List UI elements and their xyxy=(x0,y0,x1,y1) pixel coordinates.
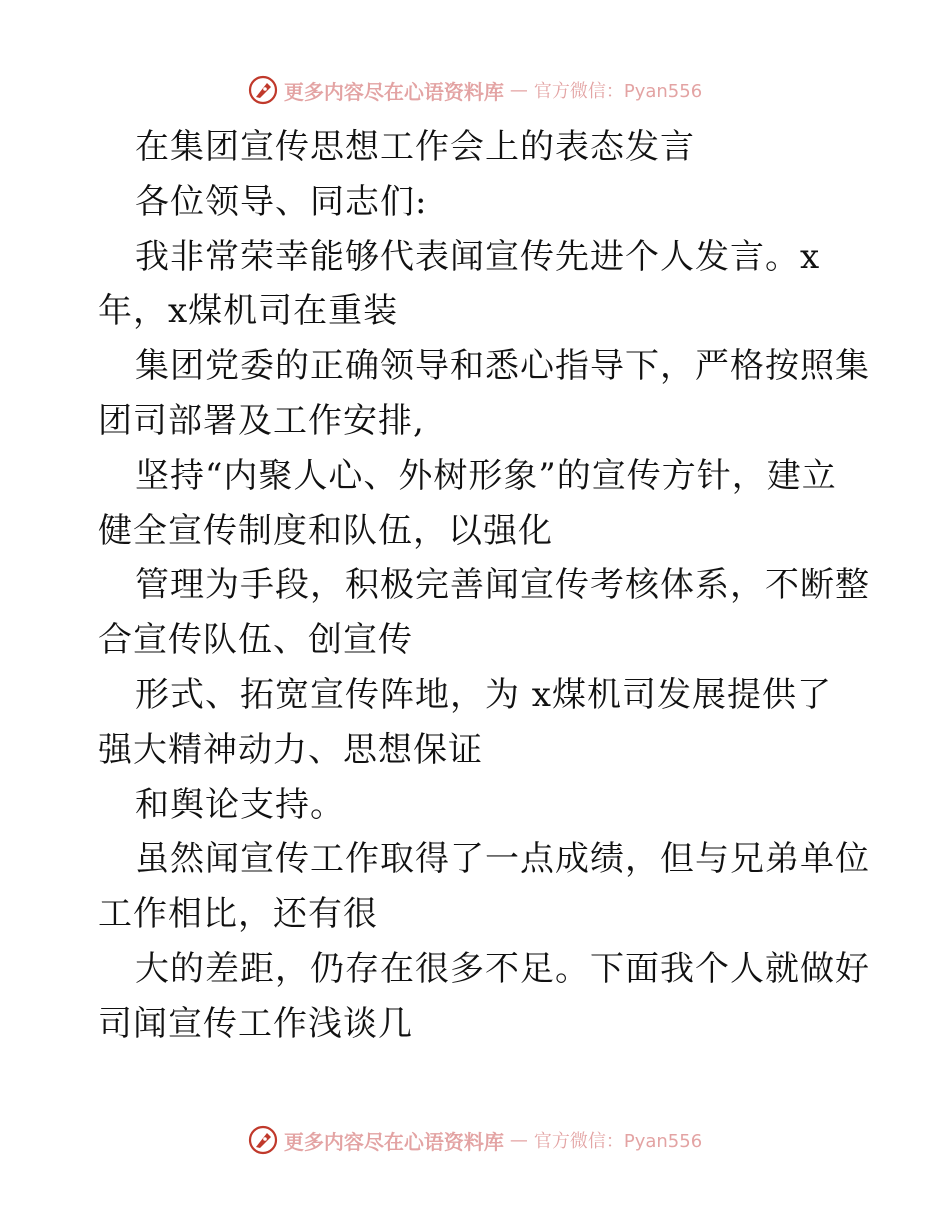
document-line: 和舆论支持。 xyxy=(135,784,345,825)
document-line: 健全宣传制度和队伍，以强化 xyxy=(98,510,553,551)
document-line: 合宣传队伍、创宣传 xyxy=(98,620,413,661)
document-line: 集团党委的正确领导和悉心指导下，严格按照集 xyxy=(135,346,870,387)
document-line: 在集团宣传思想工作会上的表态发言 xyxy=(135,127,695,167)
document-line: 司闻宣传工作浅谈几 xyxy=(98,1003,413,1044)
watermark-wechat: 官方微信：Pyan556 xyxy=(533,1131,703,1152)
document-line: 各位领导、同志们: xyxy=(135,181,428,222)
watermark-dash: — xyxy=(509,79,528,101)
document-line: 大的差距，仍存在很多不足。下面我个人就做好 xyxy=(135,948,870,989)
pen-nib-circle-icon xyxy=(248,75,278,105)
watermark-text: 更多内容尽在心语资料库 xyxy=(283,1129,504,1154)
watermark-wechat: 官方微信：Pyan556 xyxy=(533,81,703,102)
document-line: 我非常荣幸能够代表闻宣传先进个人发言。x xyxy=(135,236,821,277)
document-line: 强大精神动力、思想保证 xyxy=(98,729,483,770)
document-line: 团司部署及工作安排, xyxy=(98,400,425,441)
pen-nib-circle-icon xyxy=(248,1125,278,1155)
document-line: 年，x煤机司在重装 xyxy=(98,291,399,332)
document-line: 管理为手段，积极完善闻宣传考核体系，不断整 xyxy=(135,565,870,606)
header-watermark xyxy=(0,72,950,108)
document-line: 坚持“内聚人心、外树形象”的宣传方针，建立 xyxy=(135,455,837,496)
document-line: 虽然闻宣传工作取得了一点成绩，但与兄弟单位 xyxy=(135,839,870,880)
document-body xyxy=(98,120,870,1052)
watermark-dash: — xyxy=(509,1129,528,1151)
document-line: 工作相比，还有很 xyxy=(98,894,378,935)
watermark-text: 更多内容尽在心语资料库 xyxy=(283,79,504,104)
footer-watermark xyxy=(0,1122,950,1158)
document-line: 形式、拓宽宣传阵地，为 x煤机司发展提供了 xyxy=(135,674,832,715)
